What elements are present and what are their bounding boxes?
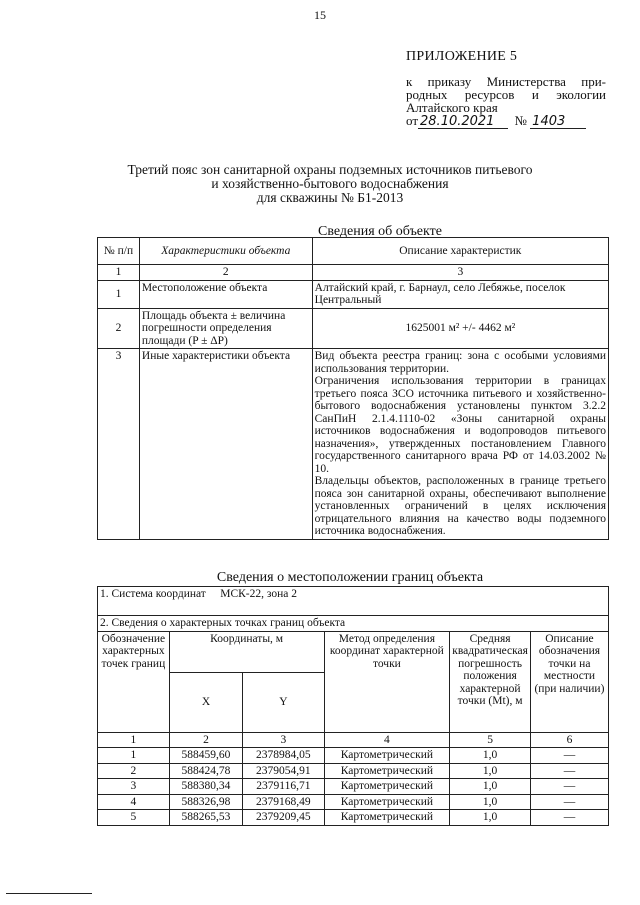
- description-paragraph: Владельцы объектов, расположенных в границе третьего пояса зон санитарной охраны, обеспечивают выполнение установленных ограничений в целях исключения отрицательного влияния на качество воды подземного источника водоснабжения.: [314, 475, 606, 537]
- point-number: 4: [98, 794, 170, 810]
- point-description: —: [530, 794, 608, 810]
- header-error: Средняя квадратическая погрешность положения характерной точки (Mt), м: [450, 631, 531, 732]
- point-number: 1: [98, 748, 170, 764]
- location-section-heading: Сведения о местоположении границ объекта: [216, 570, 484, 585]
- col-number: 2: [139, 265, 312, 281]
- table-row: [98, 308, 609, 349]
- point-x: 588265,53: [169, 810, 242, 826]
- point-method: Картометрический: [324, 794, 450, 810]
- col-number: 1: [98, 265, 140, 281]
- point-number: 5: [98, 810, 170, 826]
- table-row: [98, 810, 609, 826]
- table-row: [98, 779, 609, 795]
- order-date: 28.10.2021: [418, 116, 508, 129]
- coord-system-row: [98, 587, 609, 602]
- header-coordinates: Координаты, м: [169, 631, 324, 672]
- header-method: Метод определения координат характерной точки: [324, 631, 450, 732]
- point-error: 1,0: [450, 779, 531, 795]
- point-error: 1,0: [450, 748, 531, 764]
- point-method: Картометрический: [324, 763, 450, 779]
- point-error: 1,0: [450, 763, 531, 779]
- document-title: [100, 163, 560, 205]
- header-num: № п/п: [98, 238, 140, 265]
- row-number: 1: [98, 280, 140, 308]
- point-x: 588326,98: [169, 794, 242, 810]
- col-number: 5: [450, 732, 531, 748]
- appendix-order-line: [406, 114, 606, 129]
- col-number: 1: [98, 732, 170, 748]
- point-y: 2379116,71: [243, 779, 324, 795]
- description-paragraph: Вид объекта реестра границ: зона с особыми условиями использования территории.: [314, 350, 606, 375]
- title-line-3: для скважины № Б1-2013: [256, 190, 404, 205]
- number-label: №: [514, 113, 527, 128]
- point-number: 3: [98, 779, 170, 795]
- row-number: 3: [98, 349, 140, 540]
- point-description: —: [530, 779, 608, 795]
- appendix-block: [406, 50, 606, 129]
- point-x: 588424,78: [169, 763, 242, 779]
- spacer-row: [98, 602, 609, 616]
- row-description: Алтайский край, г. Барнаул, село Лебяжье, поселок Центральный: [312, 280, 608, 308]
- table-row: [98, 794, 609, 810]
- row-number: 2: [98, 308, 140, 349]
- col-number: 3: [312, 265, 608, 281]
- description-paragraph: Ограничения использования территории в границах третьего пояса ЗСО источника питьевого и хозяйственно-бытового водоснабжения установлены пунктом 3.2.2 СанПиН 2.1.4.1110-02 «Зоны санитарной охраны источников водоснабжения и водопроводов питьевого назначения», утвержденных постановлением Главного государственного санитарного врача РФ от 14.03.2002 № 10.: [314, 375, 606, 475]
- point-y: 2379168,49: [243, 794, 324, 810]
- appendix-heading: ПРИЛОЖЕНИЕ 5: [406, 49, 518, 64]
- col-number: 2: [169, 732, 242, 748]
- header-designation: Обозначение характерных точек границ: [98, 631, 170, 732]
- appendix-line-2: родных ресурсов и экологии: [406, 87, 606, 102]
- table-row: [98, 748, 609, 764]
- coord-system-value: МСК-22, зона 2: [220, 588, 297, 600]
- page-number: 15: [314, 8, 326, 22]
- point-y: 2378984,05: [243, 748, 324, 764]
- header-y: Y: [243, 672, 324, 732]
- title-line-1: Третий пояс зон санитарной охраны подземных источников питьевого: [127, 162, 533, 177]
- row-description: [312, 349, 608, 540]
- point-x: 588459,60: [169, 748, 242, 764]
- coordinates-table: [97, 586, 609, 826]
- object-table: [97, 237, 609, 540]
- point-method: Картометрический: [324, 810, 450, 826]
- point-x: 588380,34: [169, 779, 242, 795]
- point-description: —: [530, 810, 608, 826]
- title-line-2: и хозяйственно-бытового водоснабжения: [211, 176, 449, 191]
- table-row: [98, 349, 609, 540]
- point-method: Картометрический: [324, 748, 450, 764]
- point-method: Картометрический: [324, 779, 450, 795]
- row-name: Площадь объекта ± величина погрешности определения площади (P ± ΔP): [139, 308, 312, 349]
- table-row: [98, 280, 609, 308]
- from-label: от: [406, 113, 419, 128]
- point-y: 2379054,91: [243, 763, 324, 779]
- header-description: Описание характеристик: [312, 238, 608, 265]
- row-name: Местоположение объекта: [139, 280, 312, 308]
- point-error: 1,0: [450, 794, 531, 810]
- row-description: 1625001 м² +/- 4462 м²: [312, 308, 608, 349]
- table-row: [98, 763, 609, 779]
- points-label: 2. Сведения о характерных точках границ объекта: [98, 616, 609, 632]
- point-description: —: [530, 748, 608, 764]
- row-name: Иные характеристики объекта: [139, 349, 312, 540]
- col-number: 3: [243, 732, 324, 748]
- appendix-line-1: к приказу Министерства при-: [406, 74, 606, 89]
- point-error: 1,0: [450, 810, 531, 826]
- object-section-heading: Сведения об объекте: [318, 224, 442, 239]
- header-characteristics: Характеристики объекта: [139, 238, 312, 265]
- point-description: —: [530, 763, 608, 779]
- header-x: X: [169, 672, 242, 732]
- footnote-divider: [6, 893, 92, 894]
- col-number: 4: [324, 732, 450, 748]
- order-number: 1403: [530, 116, 586, 129]
- point-number: 2: [98, 763, 170, 779]
- point-y: 2379209,45: [243, 810, 324, 826]
- col-number: 6: [530, 732, 608, 748]
- coord-system-label: 1. Система координат: [100, 588, 206, 600]
- header-point-description: Описание обозначения точки на местности (при наличии): [530, 631, 608, 732]
- appendix-line-3: Алтайского края: [406, 100, 498, 115]
